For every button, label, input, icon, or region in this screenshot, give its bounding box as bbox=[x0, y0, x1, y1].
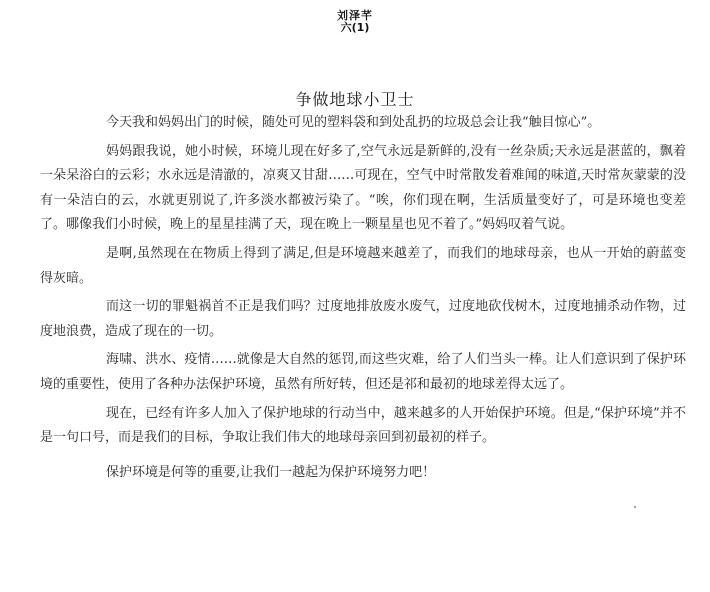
class-label: 六(1) bbox=[340, 21, 370, 34]
paragraph-5: 海啸、洪水、疫情……就像是大自然的惩罚,而这些灾难，给了人们当头一棒。让人们意识到了保护环境的重要性，使用了各种办法保护环境，虽然有所好转，但还是祁和最初的地球差得太远了。 bbox=[40, 352, 686, 392]
paragraph-2: 妈妈跟我说，她小时候，环境儿现在好多了,空气永远是新鲜的,没有一丝杂质;天永远是湛蓝的，飘着一朵呆浴白的云彩；水永远是清澈的，凉爽又甘甜……可现在，空气中时常散发着难闻的味道,天时常灰蒙蒙的没有一朵洁白的云，水就更别说了,许多淡水都被污染了。“唉，你们现在啊，生活质量变好了，可是环境也变差了。哪像我们小时候，晚上的星星挂满了天，现在晚上一颗星星也见不着了。”妈妈叹着气说。 bbox=[40, 143, 686, 233]
author-name: 刘泽芊 bbox=[337, 9, 373, 22]
essay-title: 争做地球小卫士 bbox=[295, 90, 415, 109]
paragraph-4: 而这一切的罪魁祸首不正是我们吗？过度地排放废水废气，过度地砍伐树木，过度地捕杀动作物，过度地浪费，造成了现在的一切。 bbox=[40, 299, 686, 339]
paragraph-1: 今天我和妈妈出门的时候，随处可见的塑料袋和到处乱扔的垃圾总会让我“触目惊心”。 bbox=[106, 115, 601, 130]
essay-body bbox=[40, 111, 686, 489]
paragraph-7: 保护环境是何等的重要,让我们一越起为保护环境努力吧！ bbox=[106, 464, 436, 480]
scan-speck bbox=[634, 506, 636, 508]
paragraph-6: 现在，已经有许多人加入了保护地球的行动当中，越来越多的人开始保护环境。但是,“保护环境”并不是一句口号，而是我们的目标，争取让我们伟大的地球母亲回到初最初的样子。 bbox=[40, 405, 686, 446]
paragraph-3: 是啊,虽然现在在物质上得到了满足,但是环境越来越差了，而我们的地球母亲，也从一开始的蔚蓝变得灰暗。 bbox=[40, 245, 686, 286]
